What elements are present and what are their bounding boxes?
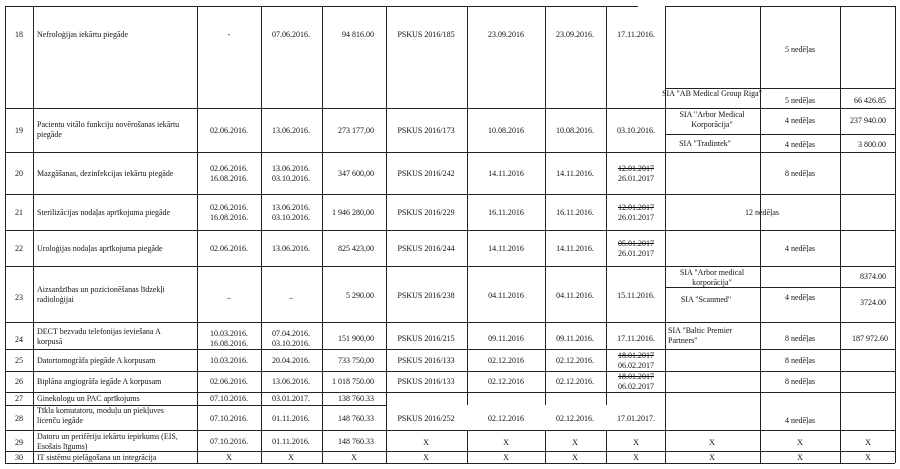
row-border xyxy=(5,371,895,372)
spec-date: 07.06.2016. xyxy=(272,30,310,39)
delivery-weeks: 8 nedēļas xyxy=(785,356,815,365)
x-mark: X xyxy=(351,453,357,462)
date-col-a: 14.11.2016 xyxy=(488,244,524,253)
x-mark: X xyxy=(572,438,578,447)
item-name: Uroloģijas nodaļas aprīkojuma piegāde xyxy=(37,244,163,253)
delivery-weeks: 4 nedēļas xyxy=(785,116,815,125)
x-mark: X xyxy=(633,453,639,462)
date-col-b: 10.08.2016. xyxy=(556,126,594,135)
procurement-id: PSKUS 2016/229 xyxy=(397,208,455,217)
budget-amount: 347 600,00 xyxy=(338,169,374,178)
announce-date: - xyxy=(227,30,231,39)
date-col-a: 02.12.2016 xyxy=(488,377,524,386)
col-border xyxy=(606,6,607,405)
row-border xyxy=(5,463,895,464)
announce-date: – xyxy=(227,293,231,302)
col-border xyxy=(606,430,607,463)
item-name: Tīkla komutatoru, moduļu un piekļuves licenču iegāde xyxy=(37,406,164,425)
budget-amount: 138 760.33 xyxy=(338,394,374,403)
contract-value: 187 972.60 xyxy=(852,334,888,343)
spec-date: 13.06.2016. xyxy=(272,244,310,253)
x-mark: X xyxy=(288,453,294,462)
date-col-b: 02.12.2016. xyxy=(556,414,594,423)
procurement-id: PSKUS 2016/133 xyxy=(397,377,455,386)
budget-amount: 5 290.00 xyxy=(346,291,374,300)
spec-date: 13.06.2016. xyxy=(272,377,310,386)
spec-date: 07.04.2016. 03.10.2016. xyxy=(272,329,310,348)
x-mark: X xyxy=(226,453,232,462)
date-col-b: 14.11.2016. xyxy=(556,244,594,253)
delivery-weeks: 4 nedēļas xyxy=(785,293,815,302)
date-col-c: 18.01.2017 06.02.2017 xyxy=(618,372,654,391)
date-col-c: 17.11.2016. xyxy=(617,30,655,39)
announce-date: 02.06.2016. xyxy=(210,244,248,253)
date-col-a: 04.11.2016 xyxy=(488,291,524,300)
x-mark: X xyxy=(572,453,578,462)
procurement-id: PSKUS 2016/242 xyxy=(397,169,455,178)
item-name: Biplāna angiogrāfa iegāde A korpusam xyxy=(37,377,162,386)
contract-value: 66 426.85 xyxy=(854,96,886,105)
date-col-b: 23.09.2016. xyxy=(556,30,594,39)
row-border xyxy=(5,266,895,267)
row-number: 19 xyxy=(15,126,23,135)
row-border xyxy=(5,194,895,195)
date-col-a: 23.09.2016 xyxy=(488,30,524,39)
item-name: Ginekologu un PAC aprīkojums xyxy=(37,394,140,403)
row-border xyxy=(5,430,895,431)
announce-date: 02.06.2016. xyxy=(210,126,248,135)
date-col-c: 17.11.2016. xyxy=(617,334,655,343)
x-mark: X xyxy=(633,438,639,447)
contract-value: 8374.00 xyxy=(860,272,886,281)
announce-date: 02.06.2016. 16.08.2016. xyxy=(210,203,248,222)
date-col-a: 10.08.2016 xyxy=(488,126,524,135)
budget-amount: 1 946 280,00 xyxy=(332,208,374,217)
supplier-name: SIA "Scanmed" xyxy=(680,295,732,304)
announce-date: 02.06.2016. 16.08.2016. xyxy=(210,164,248,183)
announce-date: 07.10.2016. xyxy=(210,394,248,403)
row-border xyxy=(665,287,895,288)
spec-date: 20.04.2016. xyxy=(272,356,310,365)
date-col-c: 03.10.2016. xyxy=(617,126,655,135)
row-number: 22 xyxy=(15,244,23,253)
announce-date: 07.10.2016. xyxy=(210,414,248,423)
date-col-a: 02.12.2016 xyxy=(488,414,524,423)
row-number: 27 xyxy=(15,394,23,403)
row-border xyxy=(665,6,895,7)
date-col-b: 02.12.2016. xyxy=(556,377,594,386)
row-number: 18 xyxy=(15,30,23,39)
date-col-c: 12.01.2017 26.01.2017 xyxy=(618,164,654,183)
procurement-id: PSKUS 2016/173 xyxy=(397,126,455,135)
supplier-name: SIA "Arbor medical korporācija" xyxy=(679,268,745,287)
row-number: 26 xyxy=(15,377,23,386)
procurement-id: PSKUS 2016/133 xyxy=(397,356,455,365)
row-border xyxy=(665,134,895,135)
budget-amount: 148 760.33 xyxy=(338,437,374,446)
col-border xyxy=(895,6,896,463)
row-number: 28 xyxy=(15,414,23,423)
row-border xyxy=(5,349,895,350)
announce-date: 07.10.2016. xyxy=(210,437,248,446)
row-border xyxy=(5,451,895,452)
x-mark: X xyxy=(503,438,509,447)
contract-value: 237 940.00 xyxy=(850,116,886,125)
delivery-weeks: 8 nedēļas xyxy=(785,334,815,343)
budget-amount: 273 177,00 xyxy=(338,126,374,135)
spec-date: – xyxy=(289,293,293,302)
delivery-weeks: 12 nedēļas xyxy=(745,208,779,217)
item-name: Pacientu vitālo funkciju novērošanas iekārtu piegāde xyxy=(37,120,180,139)
procurement-id: PSKUS 2016/252 xyxy=(397,414,455,423)
date-col-a: 14.11.2016 xyxy=(488,169,524,178)
item-name: Nefroloģijas iekārtu piegāde xyxy=(37,30,129,39)
supplier-name: SIA "AB Medical Group Riga" xyxy=(662,89,762,98)
date-col-b: 09.11.2016. xyxy=(556,334,594,343)
col-border xyxy=(322,6,323,463)
contract-value: 3724.00 xyxy=(860,298,886,307)
x-mark: X xyxy=(797,453,803,462)
x-mark: X xyxy=(865,453,871,462)
x-mark: X xyxy=(709,438,715,447)
date-col-c: 12.01.2017 26.01.2017 xyxy=(618,203,654,222)
item-name: Datortomogrāfa piegāde A korpusam xyxy=(37,356,156,365)
spec-date: 03.01.2017. xyxy=(272,394,310,403)
spec-date: 01.11.2016. xyxy=(272,437,310,446)
delivery-weeks: 5 nedēļas xyxy=(785,45,815,54)
date-col-b: 16.11.2016. xyxy=(556,208,594,217)
col-border xyxy=(197,6,198,463)
date-col-a: 02.12.2016 xyxy=(488,356,524,365)
row-number: 25 xyxy=(15,356,23,365)
spec-date: 01.11.2016. xyxy=(272,414,310,423)
col-border xyxy=(545,6,546,405)
col-border xyxy=(33,6,34,463)
col-border xyxy=(261,6,262,463)
date-col-c: 17.01.2017. xyxy=(617,414,655,423)
procurement-id: PSKUS 2016/244 xyxy=(397,244,455,253)
item-name: Aizsardzības un pozicionēšanas līdzekļi radioloģijai xyxy=(37,285,165,304)
date-col-a: 16.11.2016 xyxy=(488,208,524,217)
row-border xyxy=(5,152,895,153)
delivery-weeks: 8 nedēļas xyxy=(785,377,815,386)
announce-date: 10.03.2016. xyxy=(210,356,248,365)
row-border xyxy=(5,322,895,323)
row-number: 21 xyxy=(15,208,23,217)
item-name: Mazgāšanas, dezinfekcijas iekārtu piegāde xyxy=(37,169,174,178)
date-col-b: 14.11.2016. xyxy=(556,169,594,178)
date-col-c: 05.01.2017 26.01.2017 xyxy=(618,239,654,258)
delivery-weeks: 4 nedēļas xyxy=(785,244,815,253)
row-border xyxy=(5,230,895,231)
col-border xyxy=(5,6,6,463)
row-number: 29 xyxy=(15,438,23,447)
col-border xyxy=(665,6,666,463)
col-border xyxy=(467,6,468,405)
item-name: Sterilizācijas nodaļas aprīkojuma piegāde xyxy=(37,208,171,217)
date-col-c: 18.01.2017 06.02.2017 xyxy=(618,351,654,370)
x-mark: X xyxy=(797,438,803,447)
budget-amount: 148 760.33 xyxy=(338,414,374,423)
budget-amount: 94 816.00 xyxy=(342,30,374,39)
row-border xyxy=(5,392,895,393)
procurement-id: PSKUS 2016/215 xyxy=(397,334,455,343)
col-border xyxy=(840,6,841,463)
item-name: Datoru un perifēriju iekārtu iepirkums (EIS, Esošais līgums) xyxy=(37,432,178,451)
supplier-name: SIA "Tradintek" xyxy=(679,139,731,148)
announce-date: 02.06.2016. xyxy=(210,377,248,386)
budget-amount: 151 900,00 xyxy=(338,334,374,343)
x-mark: X xyxy=(423,453,429,462)
col-border xyxy=(760,6,761,463)
col-border xyxy=(545,430,546,463)
date-col-b: 02.12.2016. xyxy=(556,356,594,365)
procurement-id: PSKUS 2016/238 xyxy=(397,291,455,300)
row-number: 24 xyxy=(15,335,23,344)
contract-value: 3 800.00 xyxy=(858,140,886,149)
supplier-name: SIA "Arbor Medical Korporācija" xyxy=(679,110,745,129)
col-border xyxy=(467,430,468,463)
x-mark: X xyxy=(503,453,509,462)
delivery-weeks: 8 nedēļas xyxy=(785,169,815,178)
x-mark: X xyxy=(423,438,429,447)
date-col-c: 15.11.2016. xyxy=(617,291,655,300)
announce-date: 10.03.2016. 16.08.2016. xyxy=(210,329,248,348)
budget-amount: 1 018 750.00 xyxy=(332,377,374,386)
item-name: IT sistēmu pielāgošana un integrācija xyxy=(37,453,157,462)
delivery-weeks: 5 nedēļas xyxy=(785,96,815,105)
supplier-name: SIA "Baltic Premier Partners" xyxy=(668,326,733,345)
row-number: 30 xyxy=(15,453,23,462)
delivery-weeks: 4 nedēļas xyxy=(785,140,815,149)
item-name: DECT bezvadu telefonijas ieviešana A korpusā xyxy=(37,327,161,346)
budget-amount: 733 750,00 xyxy=(338,356,374,365)
row-number: 23 xyxy=(15,293,23,302)
spec-date: 13.06.2016. 03.10.2016. xyxy=(272,203,310,222)
date-col-b: 04.11.2016. xyxy=(556,291,594,300)
procurement-id: PSKUS 2016/185 xyxy=(397,30,455,39)
budget-amount: 825 423,00 xyxy=(338,244,374,253)
x-mark: X xyxy=(865,438,871,447)
spec-date: 13.06.2016. xyxy=(272,126,310,135)
x-mark: X xyxy=(709,453,715,462)
col-border xyxy=(386,6,387,463)
row-number: 20 xyxy=(15,169,23,178)
spec-date: 13.06.2016. 03.10.2016. xyxy=(272,164,310,183)
date-col-a: 09.11.2016 xyxy=(488,334,524,343)
row-border xyxy=(5,108,895,109)
delivery-weeks: 4 nedēļas xyxy=(785,416,815,425)
